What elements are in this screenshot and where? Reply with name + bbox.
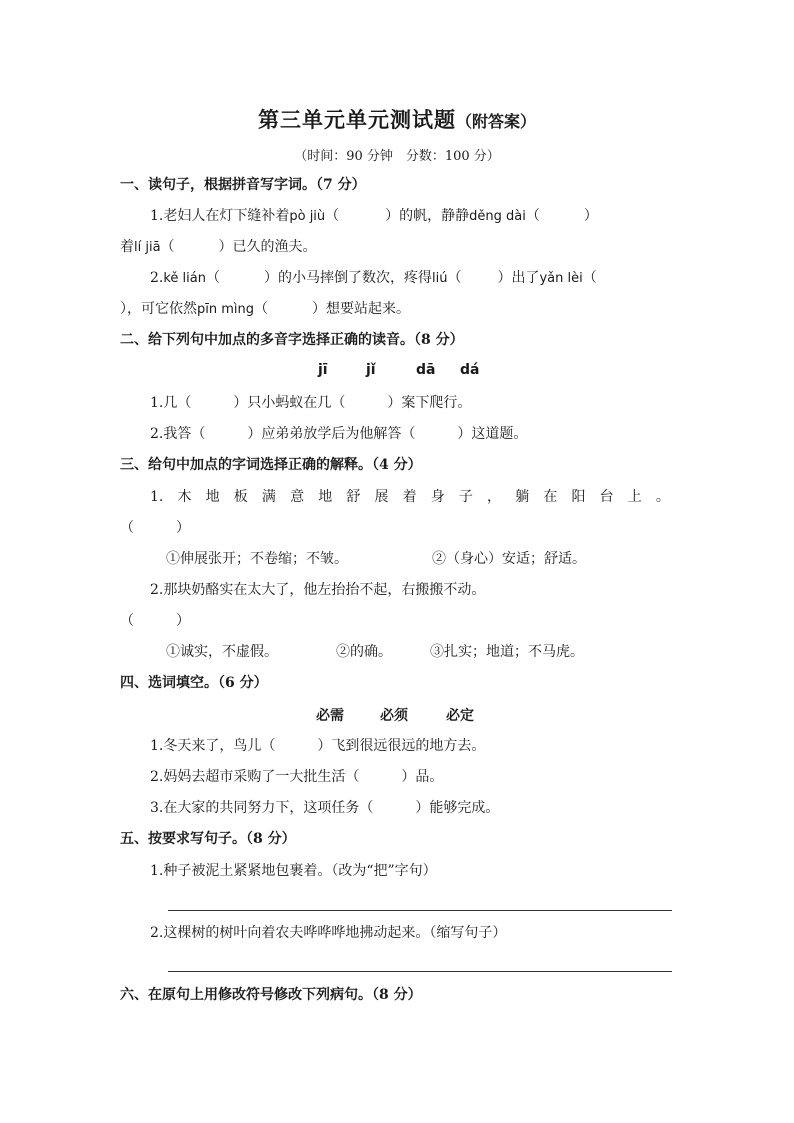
pinyin-options xyxy=(318,362,479,378)
pinyin-option: dá xyxy=(460,362,480,378)
s3-q2-option-2: ②的确。 xyxy=(336,644,392,660)
s3-q2-option-1: ①诚实，不虚假。 xyxy=(166,644,278,660)
s3-q1-sentence: 1. 木 地 板 满 意 地 舒 展 着 身 子 ， 躺 在 阳 台 上 。 xyxy=(150,489,670,505)
answer-line[interactable] xyxy=(168,910,672,911)
s4-q3: 3.在大家的共同努力下，这项任务（ ）能够完成。 xyxy=(150,800,500,816)
pinyin-option: jǐ xyxy=(366,362,376,378)
section-4-heading: 四、选词填空。（6 分） xyxy=(120,675,268,691)
page-title xyxy=(0,104,794,134)
s3-q2-blank[interactable]: （ ） xyxy=(120,613,190,629)
s4-q2: 2.妈妈去超市采购了一大批生活（ ）品。 xyxy=(150,769,444,785)
answer-line[interactable] xyxy=(168,971,672,972)
section-2-heading: 二、给下列句中加点的多音字选择正确的读音。（8 分） xyxy=(120,332,464,348)
s1-q2-line2: ），可它依然pīn mìng（ ）想要站起来。 xyxy=(120,301,411,317)
title-main: 第三单元单元测试题 xyxy=(257,107,456,132)
section-6-heading: 六、在原句上用修改符号修改下列病句。（8 分） xyxy=(120,987,422,1003)
s1-q1-line1: 1.老妇人在灯下缝补着pò jiù（ ）的帆，静静děng dài（ ） xyxy=(150,208,598,224)
section-3-heading: 三、给句中加点的字词选择正确的解释。（4 分） xyxy=(120,457,422,473)
s3-q1-option-2: ②（身心）安适；舒适。 xyxy=(432,551,586,567)
word-option: 必需 xyxy=(316,708,344,724)
s5-q2: 2.这棵树的树叶向着农夫哗哗哗地拂动起来。（缩写句子） xyxy=(150,925,507,941)
s3-q1-blank[interactable]: （ ） xyxy=(120,520,190,536)
word-option: 必定 xyxy=(446,708,474,724)
s3-q2-sentence: 2.那块奶酪实在太大了，他左抬抬不起，右搬搬不动。 xyxy=(150,582,486,598)
s2-q1: 1.几（ ）只小蚂蚁在几（ ）案下爬行。 xyxy=(150,395,472,411)
s4-q1: 1.冬天来了，鸟儿（ ）飞到很远很远的地方去。 xyxy=(150,738,486,754)
s1-q2-line1: 2.kě lián（ ）的小马摔倒了数次，疼得liú（ ）出了yǎn lèi（ xyxy=(150,270,597,286)
s1-q1-line2: 着lí jiā（ ）已久的渔夫。 xyxy=(120,239,317,255)
pinyin-option: dā xyxy=(416,362,436,378)
s3-q1-option-1: ①伸展张开；不卷缩；不皱。 xyxy=(166,551,348,567)
s3-q2-option-3: ③扎实；地道；不马虎。 xyxy=(430,644,584,660)
s2-q2: 2.我答（ ）应弟弟放学后为他解答（ ）这道题。 xyxy=(150,426,528,442)
s5-q1: 1.种子被泥土紧紧地包裹着。（改为“把”字句） xyxy=(150,863,437,879)
section-5-heading: 五、按要求写句子。（8 分） xyxy=(120,831,296,847)
title-note: （附答案） xyxy=(455,112,536,131)
exam-meta: （时间：90 分钟 分数：100 分） xyxy=(294,149,500,164)
pinyin-option: jī xyxy=(318,362,328,378)
word-option: 必须 xyxy=(380,708,408,724)
word-options xyxy=(316,705,474,725)
section-1-heading: 一、读句子，根据拼音写字词。（7 分） xyxy=(120,177,366,193)
